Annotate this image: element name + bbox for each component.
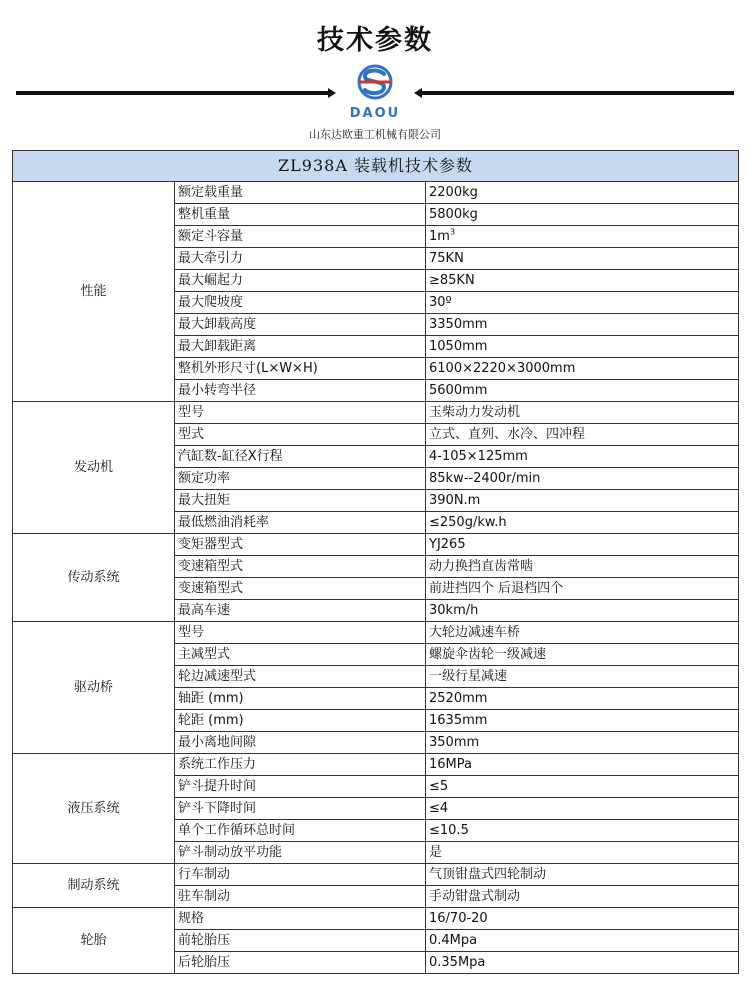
param-value-text: 螺旋伞齿轮一级减速 xyxy=(429,646,547,662)
param-value-text: 16MPa xyxy=(429,756,472,772)
param-value xyxy=(426,314,739,336)
param-name: 驻车制动 xyxy=(175,886,426,908)
param-value-text: 1050mm xyxy=(429,338,488,354)
param-value xyxy=(426,886,739,908)
param-value-text: 立式、直列、水冷、四冲程 xyxy=(429,426,586,442)
param-value-text: 一级行星减速 xyxy=(429,668,508,684)
param-value xyxy=(426,710,739,732)
param-value-text: 350mm xyxy=(429,734,480,750)
param-value-text: 75KN xyxy=(429,250,464,266)
param-value xyxy=(426,446,739,468)
param-value-text: 前进挡四个 后退档四个 xyxy=(429,580,564,596)
param-value-text: ≥85KN xyxy=(429,272,475,288)
param-name: 后轮胎压 xyxy=(175,952,426,974)
param-name: 型号 xyxy=(175,622,426,644)
param-value-text: 玉柴动力发动机 xyxy=(429,404,521,420)
param-name: 整机重量 xyxy=(175,204,426,226)
param-name: 最大扭矩 xyxy=(175,490,426,512)
param-value-text: ≤5 xyxy=(429,778,449,794)
param-value xyxy=(426,270,739,292)
param-value xyxy=(426,952,739,974)
table-row xyxy=(13,754,739,776)
param-name: 型式 xyxy=(175,424,426,446)
param-value xyxy=(426,622,739,644)
table-row xyxy=(13,402,739,424)
param-name: 主减型式 xyxy=(175,644,426,666)
param-value-text: ≤10.5 xyxy=(429,822,469,838)
param-value xyxy=(426,512,739,534)
param-name: 汽缸数-缸径X行程 xyxy=(175,446,426,468)
param-name: 轮边减速型式 xyxy=(175,666,426,688)
param-name: 最低燃油消耗率 xyxy=(175,512,426,534)
param-name: 型号 xyxy=(175,402,426,424)
param-value-text: YJ265 xyxy=(429,536,466,552)
param-name: 额定斗容量 xyxy=(175,226,426,248)
param-value xyxy=(426,644,739,666)
param-name: 系统工作压力 xyxy=(175,754,426,776)
param-value-text: 1635mm xyxy=(429,712,488,728)
param-value-text: ≤4 xyxy=(429,800,449,816)
param-value-text: 5600mm xyxy=(429,382,488,398)
param-value-text: 85kw--2400r/min xyxy=(429,470,541,486)
param-value xyxy=(426,534,739,556)
param-value-text: 手动钳盘式制动 xyxy=(429,888,521,904)
param-value xyxy=(426,688,739,710)
param-value-text: 是 xyxy=(429,844,443,860)
table-title: ZL938A 装载机技术参数 xyxy=(13,151,739,182)
param-value-text: 气顶钳盘式四轮制动 xyxy=(429,866,547,882)
param-name: 额定载重量 xyxy=(175,182,426,204)
group-label: 发动机 xyxy=(13,402,175,534)
param-value-text: 5800kg xyxy=(429,206,478,222)
group-label: 制动系统 xyxy=(13,864,175,908)
param-name: 最大崛起力 xyxy=(175,270,426,292)
param-value xyxy=(426,556,739,578)
param-value xyxy=(426,798,739,820)
param-value-text: 2200kg xyxy=(429,184,478,200)
group-label: 液压系统 xyxy=(13,754,175,864)
param-name: 单个工作循环总时间 xyxy=(175,820,426,842)
table-row xyxy=(13,864,739,886)
param-value xyxy=(426,402,739,424)
param-name: 最小转弯半径 xyxy=(175,380,426,402)
param-name: 最小离地间隙 xyxy=(175,732,426,754)
param-value xyxy=(426,842,739,864)
param-name: 变矩器型式 xyxy=(175,534,426,556)
param-value-text: 4-105×125mm xyxy=(429,448,528,464)
param-value-text: 0.35Mpa xyxy=(429,954,486,970)
param-value-text: ≤250g/kw.h xyxy=(429,514,507,530)
param-name: 变速箱型式 xyxy=(175,578,426,600)
param-value xyxy=(426,864,739,886)
param-value xyxy=(426,424,739,446)
param-value xyxy=(426,182,739,204)
table-row xyxy=(13,182,739,204)
param-value-text: 3350mm xyxy=(429,316,488,332)
param-name: 行车制动 xyxy=(175,864,426,886)
param-value xyxy=(426,248,739,270)
param-value xyxy=(426,930,739,952)
param-value-superscript: 3 xyxy=(449,227,456,237)
table-row xyxy=(13,908,739,930)
param-value-text: 390N.m xyxy=(429,492,481,508)
group-label: 性能 xyxy=(13,182,175,402)
company-name: 山东达欧重工机械有限公司 xyxy=(309,128,441,141)
param-value-text: 1m xyxy=(429,228,450,244)
param-value-text: 2520mm xyxy=(429,690,488,706)
param-value xyxy=(426,820,739,842)
param-name: 轮距 (mm) xyxy=(175,710,426,732)
param-value-text: 0.4Mpa xyxy=(429,932,478,948)
spec-table xyxy=(12,150,739,974)
param-name: 最大卸载距离 xyxy=(175,336,426,358)
daou-logo-icon xyxy=(348,64,402,112)
param-value xyxy=(426,490,739,512)
param-value xyxy=(426,600,739,622)
param-name: 额定功率 xyxy=(175,468,426,490)
param-value-text: 30km/h xyxy=(429,602,479,618)
param-name: 前轮胎压 xyxy=(175,930,426,952)
left-divider-cap xyxy=(328,88,336,98)
param-value-text: 大轮边减速车桥 xyxy=(429,624,521,640)
param-name: 规格 xyxy=(175,908,426,930)
param-value xyxy=(426,336,739,358)
param-name: 整机外形尺寸(L×W×H) xyxy=(175,358,426,380)
right-divider-cap xyxy=(414,88,422,98)
param-value xyxy=(426,380,739,402)
param-value xyxy=(426,358,739,380)
param-value xyxy=(426,754,739,776)
param-value xyxy=(426,578,739,600)
param-value xyxy=(426,468,739,490)
group-label: 轮胎 xyxy=(13,908,175,974)
page-title: 技术参数 xyxy=(317,25,433,56)
param-name: 最高车速 xyxy=(175,600,426,622)
right-divider xyxy=(422,91,734,95)
param-value-text: 6100×2220×3000mm xyxy=(429,360,576,376)
param-name: 最大爬坡度 xyxy=(175,292,426,314)
param-value-text: 动力换挡直齿常啮 xyxy=(429,558,534,574)
left-divider xyxy=(16,91,328,95)
param-name: 轴距 (mm) xyxy=(175,688,426,710)
param-value-text: 16/70-20 xyxy=(429,910,488,926)
param-value xyxy=(426,776,739,798)
param-name: 铲斗下降时间 xyxy=(175,798,426,820)
param-value-text: 30º xyxy=(429,294,452,310)
param-value xyxy=(426,204,739,226)
param-value xyxy=(426,292,739,314)
group-label: 驱动桥 xyxy=(13,622,175,754)
param-value xyxy=(426,732,739,754)
table-row xyxy=(13,534,739,556)
table-row xyxy=(13,622,739,644)
param-value xyxy=(426,666,739,688)
param-value xyxy=(426,908,739,930)
param-name: 铲斗制动放平功能 xyxy=(175,842,426,864)
brand-text: DAOU xyxy=(349,106,401,121)
param-name: 最大牵引力 xyxy=(175,248,426,270)
param-name: 最大卸载高度 xyxy=(175,314,426,336)
param-name: 变速箱型式 xyxy=(175,556,426,578)
group-label: 传动系统 xyxy=(13,534,175,622)
param-name: 铲斗提升时间 xyxy=(175,776,426,798)
param-value xyxy=(426,226,739,248)
